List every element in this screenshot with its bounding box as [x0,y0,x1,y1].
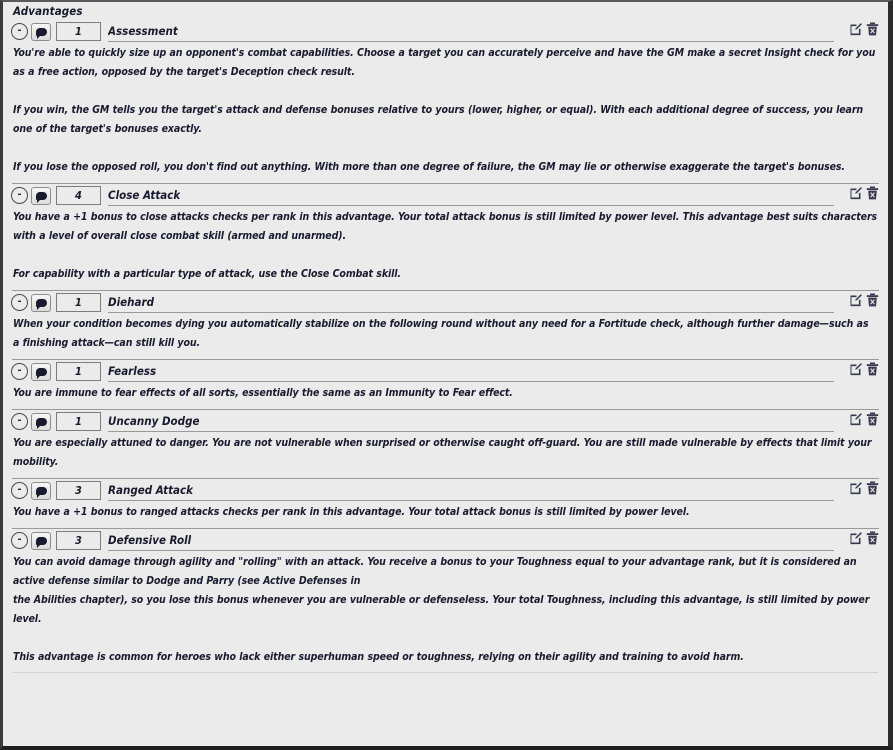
remove-advantage-label: - [17,364,22,376]
remove-advantage-label: - [17,24,22,36]
advantage-rank-value: 3 [75,534,82,547]
remove-advantage-label: - [17,483,22,495]
delete-icon[interactable] [866,22,879,36]
edit-icon[interactable] [849,293,862,307]
note-button[interactable] [31,23,51,41]
speech-bubble-icon [36,28,47,36]
speech-bubble-icon [36,487,47,495]
advantage-name-value: Diehard [108,295,155,309]
list-end-rule [13,672,878,673]
advantage-description [11,313,880,359]
advantage-entry [11,528,880,679]
remove-advantage-button[interactable] [11,482,28,499]
advantage-entry [11,359,880,409]
advantage-row-actions [849,412,879,426]
advantage-entry [11,409,880,478]
advantage-rank-input[interactable] [56,22,101,41]
description-paragraph: You are especially attuned to danger. You are not vulnerable when surprised or otherwise caught off-guard. You are still made vulnerable by effects that limit your mobility. [13,437,872,468]
advantage-entry [11,20,880,183]
delete-icon[interactable] [866,186,879,200]
note-button[interactable] [31,532,51,550]
advantage-rank-value: 1 [75,296,82,309]
advantage-row-actions [849,293,879,307]
remove-advantage-button[interactable] [11,23,28,40]
advantage-name-field[interactable] [108,480,834,501]
advantage-row [11,410,880,432]
delete-icon[interactable] [866,531,879,545]
advantage-rank-input[interactable] [56,186,101,205]
advantage-name-field[interactable] [108,530,834,551]
note-button[interactable] [31,187,51,205]
advantage-name-field[interactable] [108,21,834,42]
note-button[interactable] [31,294,51,312]
advantage-row [11,291,880,313]
advantage-rank-value: 4 [75,189,82,202]
advantage-row [11,479,880,501]
advantage-entry [11,183,880,290]
description-paragraph: For capability with a particular type of attack, use the Close Combat skill. [13,268,401,280]
advantage-row [11,20,880,42]
advantage-row-actions [849,186,879,200]
advantage-name-value: Ranged Attack [108,483,194,497]
advantage-row [11,184,880,206]
advantage-name-field[interactable] [108,411,834,432]
advantage-description [11,206,880,290]
edit-icon[interactable] [849,362,862,376]
speech-bubble-icon [36,192,47,200]
advantage-rank-input[interactable] [56,531,101,550]
remove-advantage-label: - [17,414,22,426]
description-paragraph: the Abilities chapter), so you lose this bonus whenever you are vulnerable or defenseless. Your total Toughness, including this advantage, is still limited by power level. [13,594,870,625]
description-paragraph: If you lose the opposed roll, you don't find out anything. With more than one degree of failure, the GM may lie or otherwise exaggerate the target's bonuses. [13,161,845,173]
advantages-list [11,20,880,679]
edit-icon[interactable] [849,22,862,36]
paragraph-spacer [13,139,878,158]
advantage-description [11,382,880,409]
advantage-row-actions [849,531,879,545]
delete-icon[interactable] [866,412,879,426]
advantage-description [11,42,880,183]
advantage-description [11,551,880,679]
description-paragraph: You can avoid damage through agility and "rolling" with an attack. You receive a bonus to your Toughness equal to your advantage rank, but it is considered an active defense similar to Dodge and Parry (see Active Defenses in [13,556,857,587]
remove-advantage-button[interactable] [11,187,28,204]
advantage-row-actions [849,22,879,36]
advantages-panel [3,2,888,746]
advantage-entry [11,478,880,528]
advantage-rank-value: 3 [75,484,82,497]
edit-icon[interactable] [849,186,862,200]
advantage-name-value: Close Attack [108,188,181,202]
remove-advantage-label: - [17,188,22,200]
speech-bubble-icon [36,418,47,426]
advantage-rank-input[interactable] [56,293,101,312]
remove-advantage-button[interactable] [11,413,28,430]
advantage-rank-value: 1 [75,415,82,428]
remove-advantage-button[interactable] [11,363,28,380]
advantage-description [11,501,880,528]
section-title-advantages: Advantages [13,4,83,18]
note-button[interactable] [31,363,51,381]
advantage-description [11,432,880,478]
description-paragraph: When your condition becomes dying you automatically stabilize on the following round without any need for a Fortitude check, although further damage—such as a finishing attack—can still kill you. [13,318,869,349]
note-button[interactable] [31,482,51,500]
advantage-name-field[interactable] [108,292,834,313]
delete-icon[interactable] [866,481,879,495]
advantage-entry [11,290,880,359]
advantage-rank-value: 1 [75,25,82,38]
advantage-row-actions [849,481,879,495]
advantage-name-value: Uncanny Dodge [108,414,200,428]
remove-advantage-label: - [17,533,22,545]
advantage-row [11,360,880,382]
remove-advantage-button[interactable] [11,294,28,311]
speech-bubble-icon [36,299,47,307]
edit-icon[interactable] [849,412,862,426]
note-button[interactable] [31,413,51,431]
advantage-row-actions [849,362,879,376]
advantage-rank-input[interactable] [56,481,101,500]
delete-icon[interactable] [866,293,879,307]
description-paragraph: You have a +1 bonus to ranged attacks checks per rank in this advantage. Your total attack bonus is still limited by power level. [13,506,690,518]
delete-icon[interactable] [866,362,879,376]
advantage-rank-value: 1 [75,365,82,378]
speech-bubble-icon [36,537,47,545]
description-paragraph: You are immune to fear effects of all sorts, essentially the same as an Immunity to Fear effect. [13,387,513,399]
paragraph-spacer [13,246,878,265]
advantage-name-value: Assessment [108,24,178,38]
advantage-rank-input[interactable] [56,362,101,381]
remove-advantage-label: - [17,295,22,307]
description-paragraph: You're able to quickly size up an opponent's combat capabilities. Choose a target you can accurately perceive and have the GM make a secret Insight check for you as a free action, opposed by the target's Deception check result. [13,47,876,78]
edit-icon[interactable] [849,531,862,545]
advantage-name-value: Fearless [108,364,157,378]
advantage-name-value: Defensive Roll [108,533,192,547]
description-paragraph: If you win, the GM tells you the target's attack and defense bonuses relative to yours (lower, higher, or equal). With each additional degree of success, you learn one of the target's bonuses exactly. [13,104,864,135]
description-paragraph: This advantage is common for heroes who lack either superhuman speed or toughness, relying on their agility and training to avoid harm. [13,651,744,663]
advantage-rank-input[interactable] [56,412,101,431]
remove-advantage-button[interactable] [11,532,28,549]
speech-bubble-icon [36,368,47,376]
advantage-name-field[interactable] [108,185,834,206]
paragraph-spacer [13,629,878,648]
description-paragraph: You have a +1 bonus to close attacks checks per rank in this advantage. Your total attack bonus is still limited by power level. This advantage best suits characters with a level of overall close combat skill (armed and unarmed). [13,211,878,242]
advantage-row [11,529,880,551]
paragraph-spacer [13,82,878,101]
edit-icon[interactable] [849,481,862,495]
advantage-name-field[interactable] [108,361,834,382]
